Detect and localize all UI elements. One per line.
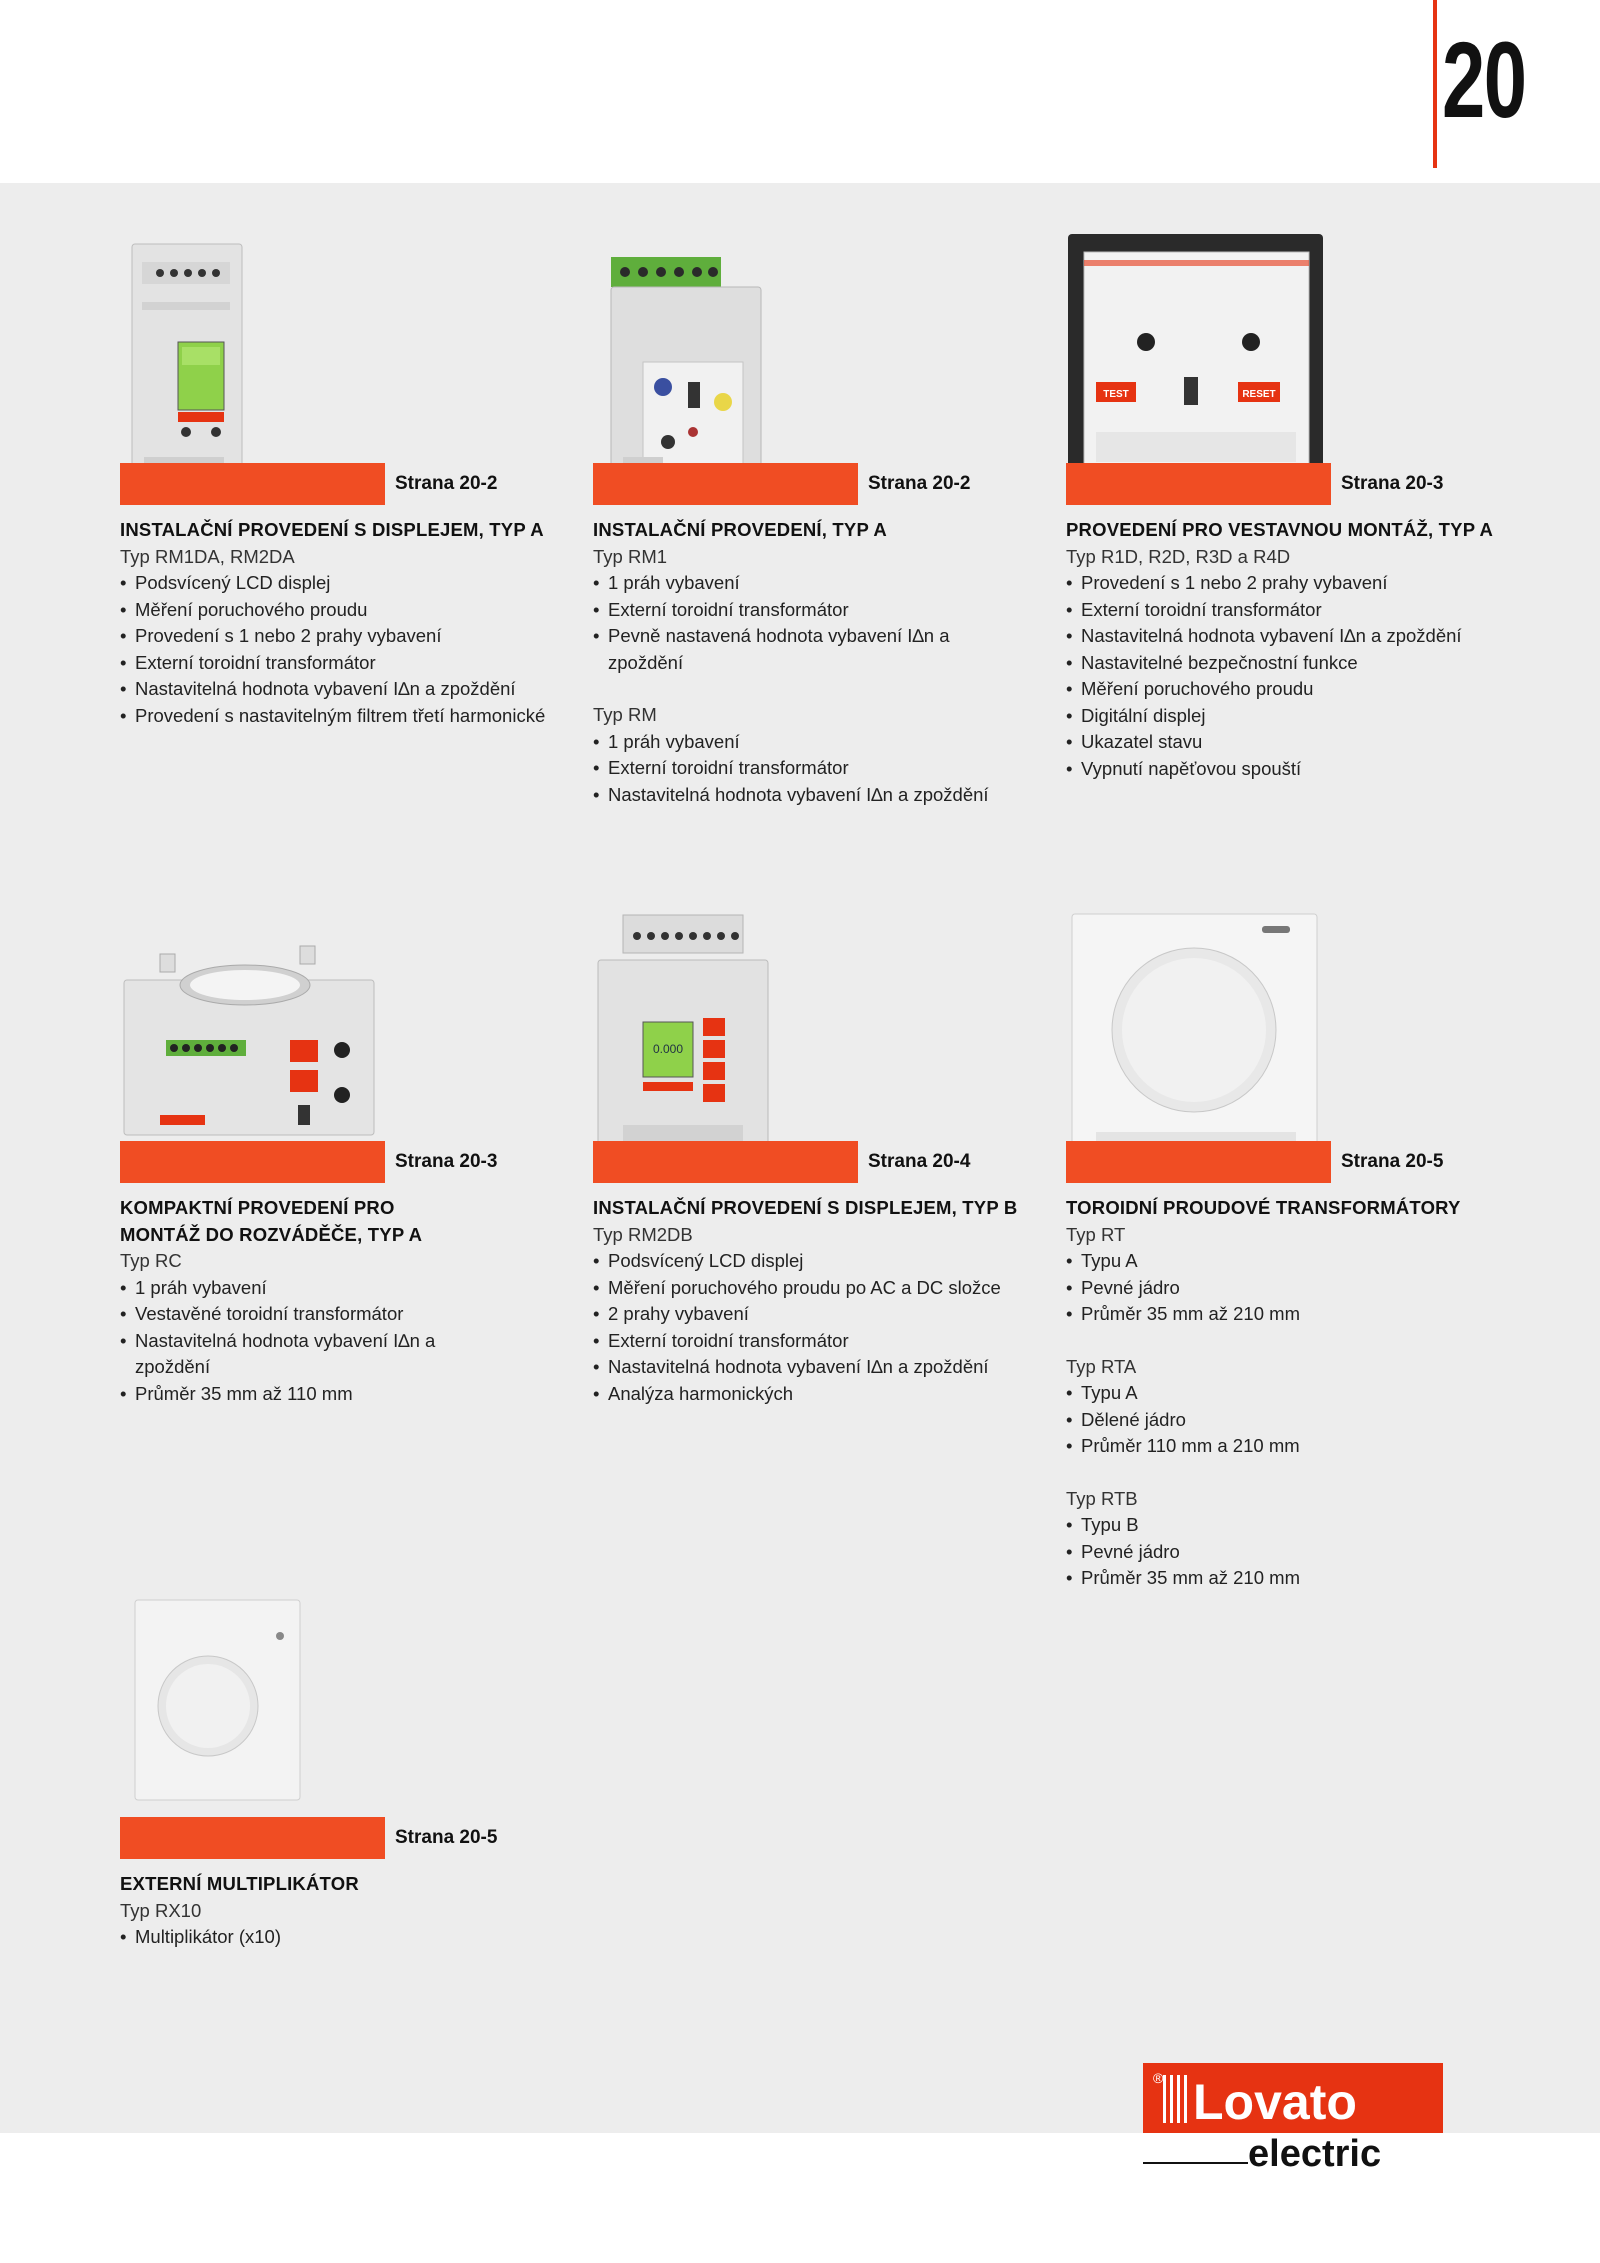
feature-item: • Typu A (1066, 1380, 1526, 1407)
feature-item: • Průměr 35 mm až 210 mm (1066, 1301, 1526, 1328)
product-photo-r1d (1066, 232, 1476, 482)
product-type: Typ RM1 (593, 545, 668, 567)
product-title: PROVEDENÍ PRO VESTAVNOU MONTÁŽ, TYP A (1066, 519, 1494, 540)
feature-item: • Průměr 35 mm až 110 mm (120, 1381, 580, 1408)
product-title: TOROIDNÍ PROUDOVÉ TRANSFORMÁTORY (1066, 1197, 1461, 1218)
feature-item: • Pevně nastavená hodnota vybavení I∆n a zpoždění (593, 623, 988, 676)
feature-list (1066, 570, 1526, 782)
feature-list (593, 1248, 1053, 1407)
feature-item: • Nastavitelná hodnota vybavení I∆n a zpoždění (593, 782, 1053, 809)
product-photo-rx10 (120, 1586, 530, 1836)
group-gap (1066, 1328, 1526, 1354)
product-photo-rc (120, 910, 530, 1160)
reset-button-label: RESET (1242, 389, 1276, 400)
feature-item: • Typu B (1066, 1512, 1526, 1539)
product-rm1 (593, 232, 1033, 805)
group-gap (1066, 1460, 1526, 1486)
logo-sub: electric (1248, 2133, 1382, 2173)
feature-list (1066, 1248, 1526, 1328)
feature-item: • Externí toroidní transformátor (120, 650, 580, 677)
product-title: EXTERNÍ MULTIPLIKÁTOR (120, 1873, 359, 1894)
feature-item: • 1 práh vybavení (120, 1275, 580, 1302)
product-text (593, 1195, 1053, 1407)
page-ref-bar (593, 1141, 858, 1183)
feature-item: • Externí toroidní transformátor (1066, 597, 1526, 624)
product-title: INSTALAČNÍ PROVEDENÍ S DISPLEJEM, TYP A (120, 519, 544, 540)
feature-item: • Typu A (1066, 1248, 1526, 1275)
product-title: INSTALAČNÍ PROVEDENÍ S DISPLEJEM, TYP B (593, 1197, 1018, 1218)
feature-item: • Průměr 110 mm a 210 mm (1066, 1433, 1526, 1460)
feature-item: • Měření poruchového proudu (1066, 676, 1526, 703)
feature-item: • Pevné jádro (1066, 1539, 1526, 1566)
feature-item: • Podsvícený LCD displej (120, 570, 580, 597)
page-ref-bar (120, 1141, 385, 1183)
feature-item: • Průměr 35 mm až 210 mm (1066, 1565, 1526, 1592)
feature-list (593, 570, 1053, 676)
feature-item: • Ukazatel stavu (1066, 729, 1526, 756)
product-text (120, 1871, 580, 1951)
product-type: Typ RX10 (120, 1899, 202, 1921)
feature-item: • Nastavitelná hodnota vybavení I∆n a zpoždění (593, 1354, 1053, 1381)
product-type: Typ R1D, R2D, R3D a R4D (1066, 545, 1291, 567)
feature-item: • Nastavitelná hodnota vybavení I∆n a zpoždění (120, 1328, 470, 1381)
feature-item: • Pevné jádro (1066, 1275, 1526, 1302)
feature-item: • Externí toroidní transformátor (593, 1328, 1053, 1355)
page-ref: Strana 20-3 (395, 1151, 498, 1172)
page-ref: Strana 20-5 (395, 1827, 498, 1848)
group-gap (593, 676, 1053, 702)
page-ref: Strana 20-4 (868, 1151, 971, 1172)
feature-item: • Provedení s 1 nebo 2 prahy vybavení (1066, 570, 1526, 597)
feature-item: • Měření poruchového proudu po AC a DC složce (593, 1275, 1053, 1302)
page-number-rule (1433, 0, 1437, 168)
feature-item: • Podsvícený LCD displej (593, 1248, 1053, 1275)
feature-item: • Měření poruchového proudu (120, 597, 580, 624)
feature-list (1066, 1512, 1526, 1592)
product-type: Typ RTB (1066, 1487, 1138, 1509)
feature-item: • Vypnutí napěťovou spouští (1066, 756, 1526, 783)
feature-item: • Multiplikátor (x10) (120, 1924, 580, 1951)
page-ref-bar (120, 1817, 385, 1859)
header-band (0, 0, 1600, 183)
registered-mark: ® (1153, 2070, 1164, 2086)
page-ref-bar (1066, 463, 1331, 505)
product-type: Typ RM (593, 704, 657, 725)
product-photo-rm1da (120, 232, 530, 482)
product-type: Typ RT (1066, 1223, 1126, 1245)
feature-list (120, 1275, 580, 1408)
product-type: Typ RM1DA, RM2DA (120, 545, 295, 567)
product-type: Typ RM2DB (593, 1223, 693, 1245)
feature-list (120, 1924, 580, 1951)
page-ref-bar (1066, 1141, 1331, 1183)
feature-list (120, 570, 580, 729)
test-button-label: TEST (1103, 389, 1129, 400)
product-photo-rm1 (593, 232, 1003, 482)
feature-item: • Dělené jádro (1066, 1407, 1526, 1434)
product-text (120, 517, 580, 729)
product-rc (120, 910, 560, 1430)
product-rm2db (593, 910, 1033, 1430)
feature-item: • Analýza harmonických (593, 1381, 1053, 1408)
product-rm1da (120, 232, 560, 752)
feature-list (593, 729, 1053, 809)
page-ref-bar (120, 463, 385, 505)
feature-item: • Digitální displej (1066, 703, 1526, 730)
product-title: KOMPAKTNÍ PROVEDENÍ PRO MONTÁŽ DO ROZVÁDĚČE, TYP A (120, 1197, 423, 1245)
feature-item: • 1 práh vybavení (593, 729, 1053, 756)
feature-item: • Nastavitelné bezpečnostní funkce (1066, 650, 1526, 677)
feature-list (1066, 1380, 1526, 1460)
page-ref: Strana 20-3 (1341, 473, 1444, 494)
product-type: Typ RTA (1066, 1355, 1137, 1377)
product-text (1066, 1195, 1526, 1592)
product-text (593, 517, 1053, 808)
lovato-logo (1143, 2063, 1443, 2173)
lcd-readout: 0.000 (652, 1042, 684, 1056)
logo-brand: Lovato (1193, 2074, 1357, 2130)
product-text (120, 1195, 580, 1407)
product-rx10 (120, 1586, 560, 1947)
feature-item: • Externí toroidní transformátor (593, 597, 1053, 624)
feature-item: • 2 prahy vybavení (593, 1301, 1053, 1328)
feature-item: • Vestavěné toroidní transformátor (120, 1301, 580, 1328)
product-r1d (1066, 232, 1506, 792)
feature-item: • Provedení s nastavitelným filtrem třetí harmonické (120, 703, 580, 730)
page-ref-bar (593, 463, 858, 505)
product-text (1066, 517, 1526, 782)
feature-item: • Provedení s 1 nebo 2 prahy vybavení (120, 623, 580, 650)
product-rt (1066, 910, 1506, 1610)
product-photo-rt (1066, 910, 1476, 1160)
feature-item: • 1 práh vybavení (593, 570, 1053, 597)
feature-item: • Externí toroidní transformátor (593, 755, 1053, 782)
product-type: Typ RC (120, 1250, 182, 1271)
page-ref: Strana 20-5 (1341, 1151, 1444, 1172)
page-ref: Strana 20-2 (868, 473, 971, 494)
feature-item: • Nastavitelná hodnota vybavení I∆n a zpoždění (1066, 623, 1526, 650)
feature-item: • Nastavitelná hodnota vybavení I∆n a zpoždění (120, 676, 580, 703)
page-ref: Strana 20-2 (395, 473, 498, 494)
page-number: 20 (1442, 19, 1526, 140)
product-photo-rm2db (593, 910, 1003, 1160)
product-title: INSTALAČNÍ PROVEDENÍ, TYP A (593, 519, 887, 540)
